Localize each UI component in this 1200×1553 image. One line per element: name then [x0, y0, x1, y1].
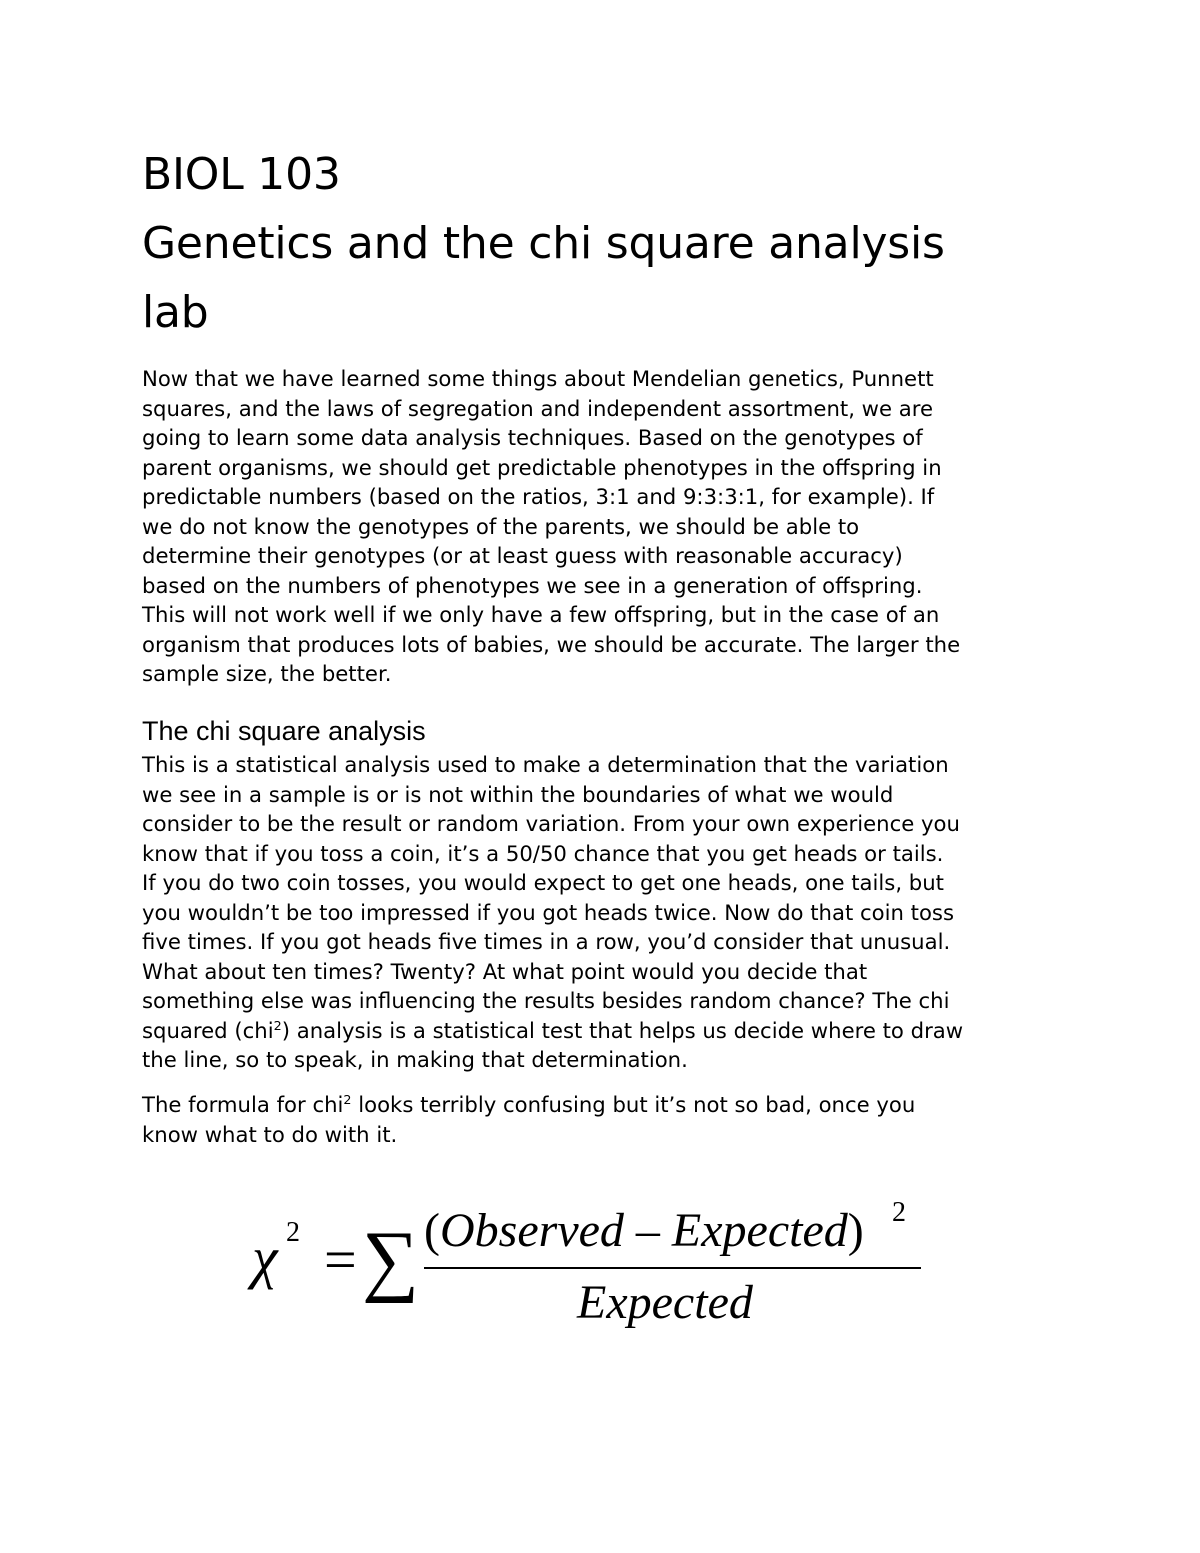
numerator-text: Observed – Expected	[439, 1204, 848, 1257]
formula-intro-paragraph	[142, 1090, 1072, 1149]
intro-line: predictable numbers (based on the ratios, 3:1 and 9:3:3:1, for example). If	[142, 484, 935, 509]
section-heading: The chi square analysis	[142, 716, 426, 746]
sum-symbol: ∑	[362, 1216, 420, 1304]
intro-line: determine their genotypes (or at least guess with reasonable accuracy)	[142, 543, 903, 568]
section-line: something else was influencing the results besides random chance? The chi	[142, 988, 950, 1013]
section-line-text: squared (chi	[142, 1017, 274, 1043]
section-paragraph	[142, 750, 1072, 1075]
section-line: What about ten times? Twenty? At what point would you decide that	[142, 958, 868, 984]
section-line: know that if you toss a coin, it’s a 50/50 chance that you get heads or tails.	[142, 840, 944, 866]
title-topic: Genetics and the chi square analysis	[142, 218, 945, 269]
intro-line: based on the numbers of phenotypes we see in a generation of offspring.	[142, 572, 923, 598]
section-line: consider to be the result or random variation. From your own experience you	[142, 811, 960, 836]
intro-line: organism that produces lots of babies, we should be accurate. The larger the	[142, 631, 961, 657]
chi-symbol: χ	[252, 1225, 278, 1290]
formula-intro-text: looks terribly confusing but it’s not so bad, once you	[351, 1092, 916, 1117]
document-title	[142, 140, 1072, 347]
intro-line: we do not know the genotypes of the parents, we should be able to	[142, 513, 860, 539]
equals-sign: =	[324, 1227, 357, 1292]
formula-intro-text: The formula for chi	[142, 1092, 344, 1117]
superscript: 2	[343, 1091, 352, 1107]
section-line: the line, so to speak, in making that determination.	[142, 1047, 688, 1072]
superscript: 2	[273, 1017, 282, 1033]
section-line: we see in a sample is or is not within the boundaries of what we would	[142, 781, 894, 807]
intro-line: Now that we have learned some things about Mendelian genetics, Punnett	[142, 366, 934, 391]
intro-paragraph	[142, 364, 1072, 689]
title-course-code: BIOL 103	[142, 149, 341, 200]
numerator-exponent: 2	[892, 1197, 906, 1228]
section-line: five times. If you got heads five times in a row, you’d consider that unusual.	[142, 929, 951, 954]
fraction-bar	[424, 1267, 921, 1269]
intro-line: sample size, the better.	[142, 661, 392, 686]
formula-denominator: Expected	[577, 1276, 753, 1329]
section-line: If you do two coin tosses, you would expect to get one heads, one tails, but	[142, 870, 944, 895]
intro-line: going to learn some data analysis techniques. Based on the genotypes of	[142, 425, 923, 450]
chi-square-formula	[252, 1195, 924, 1340]
intro-line: parent organisms, we should get predictable phenotypes in the offspring in	[142, 454, 942, 480]
title-topic-end: lab	[142, 287, 209, 338]
open-paren: (	[424, 1204, 440, 1257]
intro-line: squares, and the laws of segregation and independent assortment, we are	[142, 395, 934, 421]
intro-line: This will not work well if we only have a few offspring, but in the case of an	[142, 602, 940, 627]
section-line-text: ) analysis is a statistical test that helps us decide where to draw	[281, 1017, 964, 1043]
section-line	[142, 1018, 963, 1043]
document-page	[142, 140, 1072, 1147]
section-line: you wouldn’t be too impressed if you got heads twice. Now do that coin toss	[142, 899, 955, 925]
chi-exponent: 2	[286, 1217, 300, 1248]
formula-numerator	[424, 1201, 864, 1261]
section-line: This is a statistical analysis used to make a determination that the variation	[142, 752, 949, 777]
close-paren: )	[847, 1204, 864, 1257]
formula-intro-text: know what to do with it.	[142, 1121, 398, 1147]
